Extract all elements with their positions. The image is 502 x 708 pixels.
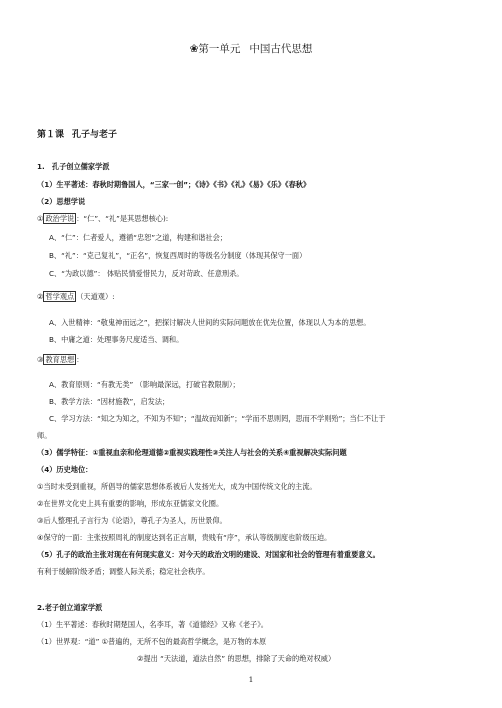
laozi-worldview: （1）世界观：“道” ①普遍的，无所不包的最高哲学概念，是万物的本原 (37, 637, 267, 646)
section-1-heading: 1. 孔子创立儒家学派 (37, 162, 110, 171)
section-2-heading: 2.老子创立道家学派 (37, 603, 103, 612)
lesson-number: 第１课 (37, 130, 65, 140)
education-c: C、学习方法：“知之为知之，不知为不知”；“温故而知新”；“学而不思则罔，思而不学则殆”；当仁不让于 (49, 414, 386, 423)
politics-heading: ① 政治学说 ：“仁”、“礼”是其思想核心): (37, 214, 169, 223)
flower-icon: ❀ (189, 43, 199, 55)
education-c-cont: 师。 (37, 431, 52, 440)
laozi-bio: （1）生平著述：春秋时期楚国人，名李耳，著《道德经》又称《老子》。 (37, 620, 268, 629)
status-2: ②在世界文化史上具有重要的影响，形成东亚儒家文化圈。 (37, 499, 224, 508)
status-3: ③后人整理孔子言行为《论语》，尊孔子为圣人，历世景仰。 (37, 516, 227, 525)
confucian-features: （3）儒学特征：①重视血亲和伦理道德②重视实践理性③关注人与社会的关系④重视解决实际问题 (37, 448, 347, 457)
education-heading: ③ 教育思想 ： (37, 355, 84, 364)
status-1: ①当时未受到重视，所倡导的儒家思想体系被后人发扬光大，成为中国传统文化的主流。 (37, 482, 317, 491)
unit-title (0, 41, 502, 56)
philosophy-a: A、入世精神：“敬鬼神而远之”，把探讨解决人世间的实际问题放在优先位置，体现以人为本的思想。 (49, 318, 371, 327)
page-number: 1 (248, 675, 254, 684)
bio-line: （1）生平著述：春秋时期鲁国人，“三家一创”；《诗》《书》《礼》《易》《乐》《春秋》 (37, 180, 311, 189)
politics-c: C、“为政以德”： 体贴民情爱惜民力，反对苛政、任意刑杀。 (49, 269, 244, 278)
politics-box: 政治学说 (45, 214, 75, 223)
significance-cont: 有利于缓解阶级矛盾；调整人际关系；稳定社会秩序。 (37, 567, 210, 576)
politics-b: B、“礼”：“克己复礼”，“正名”，恢复西周时的等级名分制度（体现其保守一面） (49, 251, 307, 260)
philosophy-b: B、中庸之道：处理事务尺度适当、调和。 (49, 335, 184, 344)
education-b: B、教学方法：“因材施教”，启发法； (49, 397, 170, 406)
thought-heading: （2）思想学说 (37, 197, 86, 206)
philosophy-box: 哲学观点 (45, 292, 75, 301)
unit-label: 第一单元 (198, 43, 241, 55)
lesson-heading (37, 127, 117, 140)
laozi-worldview-2: ②提出 “天法道，道法自然” 的思想，排除了天命的绝对权威） (137, 654, 336, 663)
education-a: A、教育原则：“有教无类” （影响最深远，打破官教限制）； (49, 380, 240, 389)
politics-a: A、“仁”：仁者爱人，遵循“忠恕”之道，构建和谐社会； (49, 233, 227, 242)
historical-status-heading: （4）历史地位： (37, 465, 93, 474)
unit-name: 中国古代思想 (249, 43, 313, 55)
lesson-title: 孔子与老子 (72, 130, 118, 140)
education-box: 教育思想 (45, 355, 75, 364)
status-4: ④保守的一面：主张按照周礼的制度达到名正言顺，贵贱有“序”，承认等级制度也阶级压迫。 (37, 533, 332, 542)
significance-line: （5）孔子的政治主张对现在有何现实意义：对今天的政治文明的建设、对国家和社会的管理有着重要意义。 (37, 550, 380, 559)
philosophy-heading: ② 哲学观点 （天道观）: (37, 292, 115, 301)
